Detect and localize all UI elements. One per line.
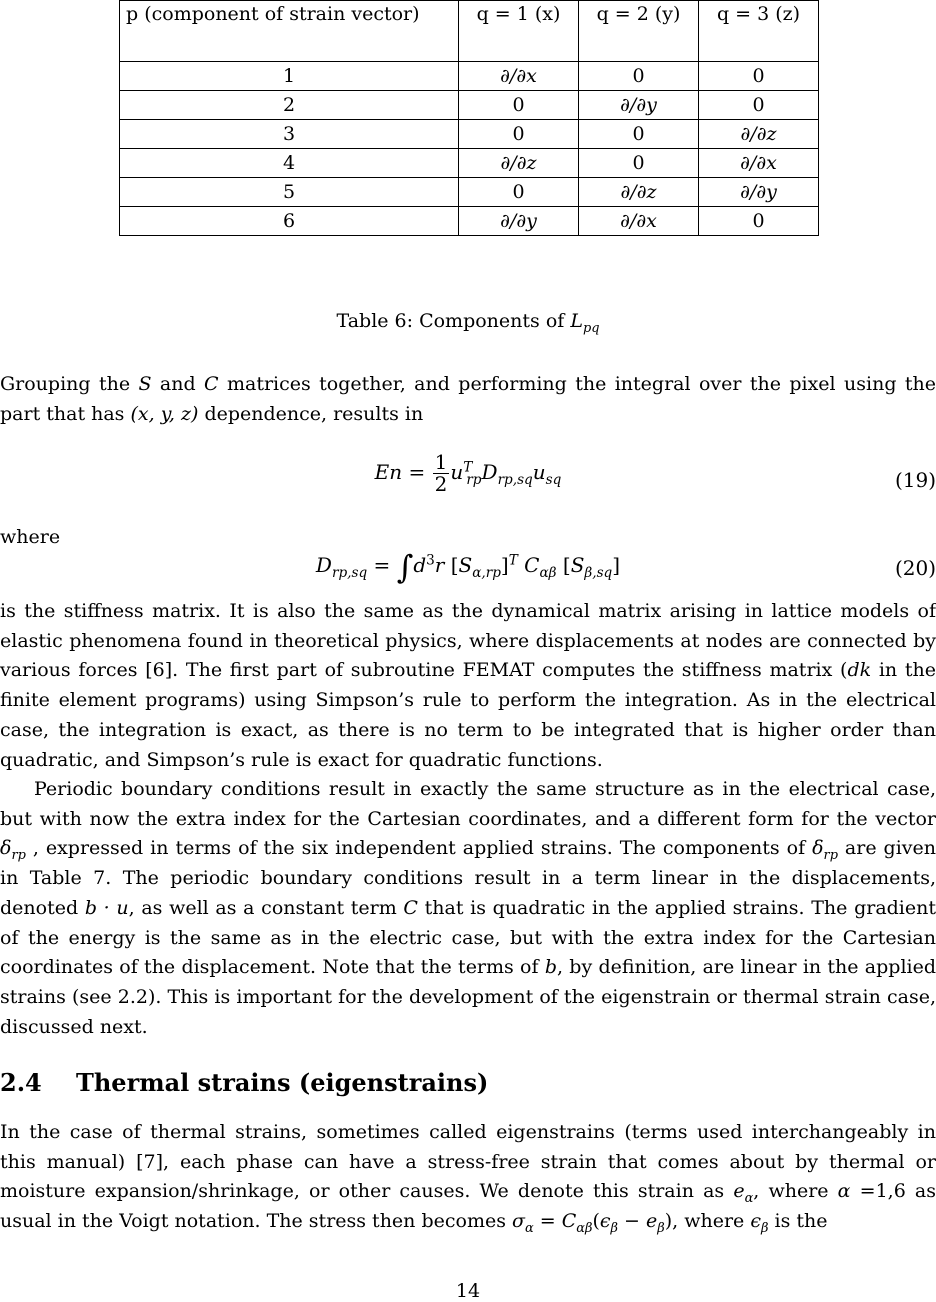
- math-sup: 3: [426, 552, 435, 569]
- section-heading: [0, 1068, 488, 1097]
- table-row: [120, 120, 819, 149]
- math-sup: T: [463, 459, 473, 476]
- table-cell: 2: [120, 91, 459, 120]
- math-op: [: [444, 553, 459, 577]
- table-cell: 0: [699, 91, 819, 120]
- lpq-components-table: [119, 0, 819, 236]
- math-symbol: δ: [812, 837, 824, 860]
- math-sub: α: [744, 1191, 754, 1207]
- math-sub: α,rp: [472, 565, 501, 581]
- table-cell: 0: [699, 62, 819, 91]
- text: , as well as a constant term: [128, 896, 404, 919]
- text: , expressed in terms of the six independent applied strains. The components of: [25, 837, 813, 860]
- math-symbol: σ: [512, 1210, 525, 1233]
- math-symbol: S: [570, 553, 585, 577]
- paragraph-stiffness: [0, 597, 936, 775]
- paragraph-thermal: [0, 1118, 936, 1237]
- equation-20: [0, 548, 936, 588]
- table-cell: 0: [459, 91, 579, 120]
- text: =1,6 as usual in the Voigt notation. The stress then becomes: [0, 1180, 936, 1233]
- table-cell: ∂/∂x: [699, 149, 819, 178]
- table-cell: 0: [459, 120, 579, 149]
- table-cell: 0: [579, 149, 699, 178]
- math-sub: αβ: [576, 1220, 593, 1236]
- math-op: [: [556, 553, 571, 577]
- table-row: [120, 178, 819, 207]
- table-row: [120, 149, 819, 178]
- text: is the: [768, 1210, 828, 1233]
- table-header-row: [120, 1, 819, 62]
- math-sub: rp: [823, 848, 838, 864]
- equation-19: [0, 452, 936, 508]
- fraction-numerator: 1: [434, 450, 448, 474]
- text: in the finite element programs) using Simpson’s rule to perform the integration. As in the electrical case, the integration is exact, as there is no term to be integrated that is higher order than quadratic, and Simpson’s rule is exact for quadratic functions.: [0, 659, 936, 771]
- math-symbol: C: [403, 896, 418, 919]
- math-sub: sq: [545, 472, 562, 488]
- table-cell: 3: [120, 120, 459, 149]
- math-symbol: u: [450, 460, 464, 484]
- where-label: where: [0, 526, 61, 548]
- math-sub: β,sq: [584, 565, 613, 581]
- text: matrices together, and performing the integral over the pixel using the part that has: [0, 373, 936, 425]
- math-sub: β: [760, 1220, 769, 1236]
- math-symbol: En: [374, 460, 403, 484]
- math-symbol: C: [204, 373, 219, 395]
- text: dependence, results in: [198, 402, 424, 425]
- math-sup: T: [508, 552, 518, 569]
- table-caption: [0, 310, 936, 336]
- paragraph-grouping: [0, 370, 936, 429]
- text: and: [151, 373, 205, 395]
- table-cell: ∂/∂y: [459, 207, 579, 236]
- math-symbol: C: [517, 553, 540, 577]
- equation-number: (20): [894, 556, 936, 580]
- math-symbol: b: [544, 956, 557, 979]
- text: are given in Table 7. The periodic boundary conditions result in a term linear in the displacements, denoted: [0, 837, 936, 919]
- table-header-cell: q = 2 (y): [579, 1, 699, 62]
- math-op: =: [533, 1210, 562, 1233]
- math-op: =: [367, 553, 397, 577]
- text: , where: [672, 1210, 751, 1233]
- table-header-cell: q = 3 (z): [699, 1, 819, 62]
- math-sub: rp: [466, 472, 482, 488]
- math-op: ): [664, 1210, 673, 1233]
- math-sub: β: [610, 1220, 618, 1236]
- section-title: Thermal strains (eigenstrains): [76, 1068, 489, 1097]
- math-symbol: e: [733, 1180, 745, 1203]
- text: Periodic boundary conditions result in exactly the same structure as in the electrical case, but with now the extra index for the Cartesian coordinates, and a different form for the vector: [0, 778, 936, 830]
- table-cell: 0: [579, 120, 699, 149]
- table-header-cell: q = 1 (x): [459, 1, 579, 62]
- caption-label: Table 6: Components of: [336, 310, 571, 332]
- math-sub: β: [657, 1220, 665, 1236]
- table-cell: 4: [120, 149, 459, 178]
- table-cell: 0: [699, 207, 819, 236]
- table-cell: ∂/∂x: [579, 207, 699, 236]
- text: is the stiffness matrix. It is also the same as the dynamical matrix arising in lattice models of elastic phenomena found in theoretical physics, where displacements at nodes are connected by various forces [6]. The first part of subroutine FEMAT computes the stiffness matrix (: [0, 600, 936, 682]
- text: that is quadratic in the applied strains. The gradient of the energy is the same as in the electric case, but with the extra index for the Cartesian coordinates of the displacement. Note that the terms of: [0, 896, 936, 979]
- math-op: =: [402, 460, 432, 484]
- caption-symbol: L: [570, 310, 583, 332]
- math-sub: α: [524, 1220, 534, 1236]
- math-sub: αβ: [539, 565, 557, 581]
- fraction: [433, 452, 450, 495]
- table-cell: 0: [459, 178, 579, 207]
- text: Grouping the: [0, 373, 139, 395]
- table-cell: ∂/∂z: [579, 178, 699, 207]
- math-op: ]: [500, 553, 509, 577]
- table-row: [120, 91, 819, 120]
- math-symbol: D: [315, 553, 332, 577]
- math-op: ]: [612, 553, 621, 577]
- integral-sign: ∫: [396, 548, 414, 586]
- page-number: 14: [455, 1280, 481, 1302]
- math-symbol: S: [138, 373, 152, 395]
- table-cell: 6: [120, 207, 459, 236]
- table-cell: ∂/∂y: [699, 178, 819, 207]
- math-symbol: r: [434, 553, 445, 577]
- math-sub: rp,sq: [331, 565, 368, 581]
- math-symbol: d: [413, 553, 427, 577]
- math-symbol: ϵ: [599, 1210, 611, 1233]
- equation-body: [0, 548, 936, 586]
- math-symbol: ϵ: [750, 1210, 761, 1233]
- table-cell: 0: [579, 62, 699, 91]
- math-symbol: D: [481, 460, 498, 484]
- math-symbol: b · u: [84, 896, 129, 919]
- math-sub: rp: [11, 848, 26, 864]
- table-cell: ∂/∂y: [579, 91, 699, 120]
- table-cell: ∂/∂z: [459, 149, 579, 178]
- math-symbol: δ: [0, 837, 12, 860]
- math-op: −: [617, 1210, 646, 1233]
- section-number: 2.4: [0, 1068, 42, 1097]
- table-cell: ∂/∂x: [459, 62, 579, 91]
- math-symbol: u: [532, 460, 546, 484]
- equation-body: [0, 452, 936, 495]
- text: In the case of thermal strains, sometimes called eigenstrains (terms used interchangeably in this manual) [7], each phase can have a stress-free strain that comes about by thermal or moisture expansion/shrinkage, or other causes. We denote this strain as: [0, 1121, 936, 1203]
- table-cell: 1: [120, 62, 459, 91]
- math-symbol: dk: [847, 659, 872, 682]
- caption-symbol-sub: pq: [582, 320, 600, 336]
- table-header-cell: p (component of strain vector): [120, 1, 459, 62]
- math-op: (: [592, 1210, 600, 1233]
- math-symbol: S: [458, 553, 473, 577]
- math-symbol: e: [645, 1210, 658, 1233]
- text: , where: [753, 1180, 838, 1203]
- math-sub: rp,sq: [497, 472, 533, 488]
- math-symbol: C: [561, 1210, 577, 1233]
- math-symbol: α: [837, 1180, 851, 1203]
- table-cell: ∂/∂z: [699, 120, 819, 149]
- math-symbol: (x, y, z): [130, 402, 199, 425]
- fraction-denominator: 2: [434, 472, 448, 496]
- equation-number: (19): [894, 468, 936, 492]
- table-row: [120, 62, 819, 91]
- table-row: [120, 207, 819, 236]
- paragraph-periodic: [0, 775, 936, 1042]
- text: , by definition, are linear in the applied strains (see 2.2). This is important for the development of the eigenstrain or thermal strain case, discussed next.: [0, 956, 936, 1038]
- table-cell: 5: [120, 178, 459, 207]
